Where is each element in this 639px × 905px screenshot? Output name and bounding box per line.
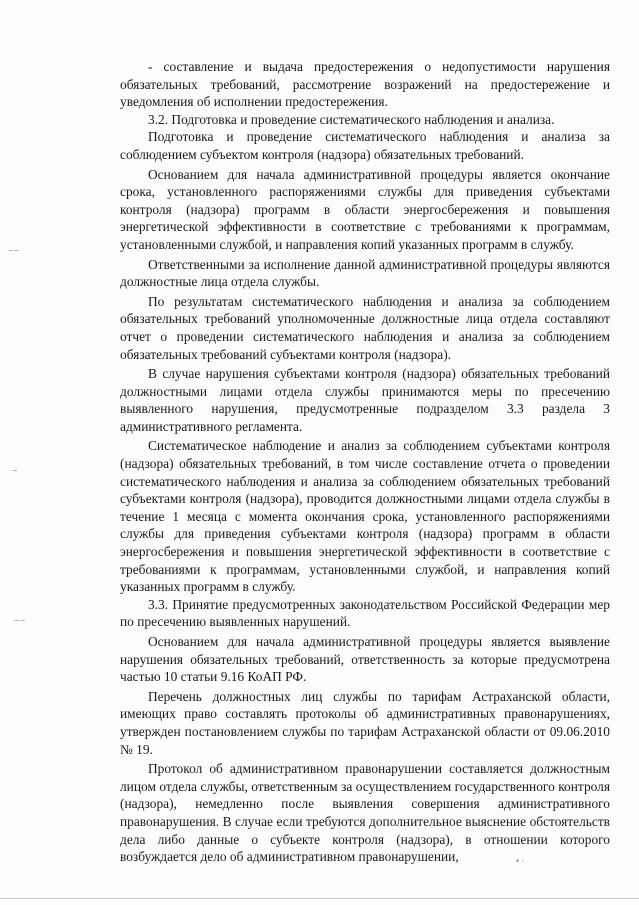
paragraph: Основанием для начала административной процедуры является окончание срока, установленного распоряжениями службы для приведения субъектами контроля (надзора) программ в области энергосбережения и повышения энергетической эффективности в соответствие с требованиями к программам, установленными службой, и направления копий указанных программ в службу. <box>120 166 610 252</box>
paragraph: В случае нарушения субъектами контроля (надзора) обязательных требований должностными лицами отдела службы принимаются меры по пресечению выявленного нарушения, предусмотренные подразделом 3.3 раздела 3 административного регламента. <box>120 366 610 434</box>
paragraph: Протокол об административном правонарушении составляется должностным лицом отдела службы, ответственным за осуществлением государственного контроля (надзора), немедленно после выявления совершения административного правонарушения. В случае если требуются дополнительное выяснение обстоятельств дела либо данные о субъекте контроля (надзора), в отношении которого возбуждается дело об административном правонарушении, <box>120 761 610 865</box>
document-body <box>120 58 610 866</box>
paragraph: Подготовка и проведение систематического наблюдения и анализа за соблюдением субъектом контроля (надзора) обязательных требований. <box>120 129 610 162</box>
paragraph: Основанием для начала административной процедуры является выявление нарушения обязательных требований, ответственность за которые предусмотрена частью 10 статьи 9.16 КоАП РФ. <box>120 634 610 685</box>
margin-scribble: ⁻ <box>12 467 18 479</box>
paragraph: - составление и выдача предостережения о недопустимости нарушения обязательных требований, рассмотрение возражений на предостережение и уведомления об исполнении предостережения. <box>120 59 610 110</box>
paragraph: Ответственными за исполнение данной административной процедуры являются должностные лица отдела службы. <box>120 256 610 290</box>
margin-scribble: ⁻⁻ <box>8 247 20 259</box>
margin-scribble: ⁻⁻ <box>14 617 26 629</box>
section-heading: 3.2. Подготовка и проведение систематического наблюдения и анализа. <box>148 111 555 127</box>
paragraph: Перечень должностных лиц службы по тарифам Астраханской области, имеющих право составлять протоколы об административных правонарушениях, утвержден постановлением службы по тарифам Астраханской области от 09.06.2010 № 19. <box>120 688 610 757</box>
page-bottom-edge <box>0 898 639 899</box>
paragraph: По результатам систематического наблюдения и анализа за соблюдением обязательных требований уполномоченные должностные лица отдела составляют отчет о проведении систематического наблюдения и анализа за соблюдением обязательных требований субъектами контроля (надзора). <box>120 293 610 362</box>
section-heading: 3.3. Принятие предусмотренных законодательством Российской Федерации мер по пресечению выявленных нарушений. <box>120 596 610 630</box>
paragraph: Систематическое наблюдение и анализ за соблюдением субъектами контроля (надзора) обязательных требований, в том числе составление отчета о проведении систематического наблюдения и анализа за соблюдением обязательных требований субъектами контроля (надзора), проводится должностными лицами отдела службы в течение 1 месяца с момента окончания срока, установленного распоряжениями службы для приведения субъектами контроля (надзора) программ в области энергосбережения и повышения энергетической эффективности в соответствие с требованиями к программам, установленными службой, и направления копий указанных программ в службу. <box>120 438 610 595</box>
scan-mark: • · <box>516 856 525 866</box>
